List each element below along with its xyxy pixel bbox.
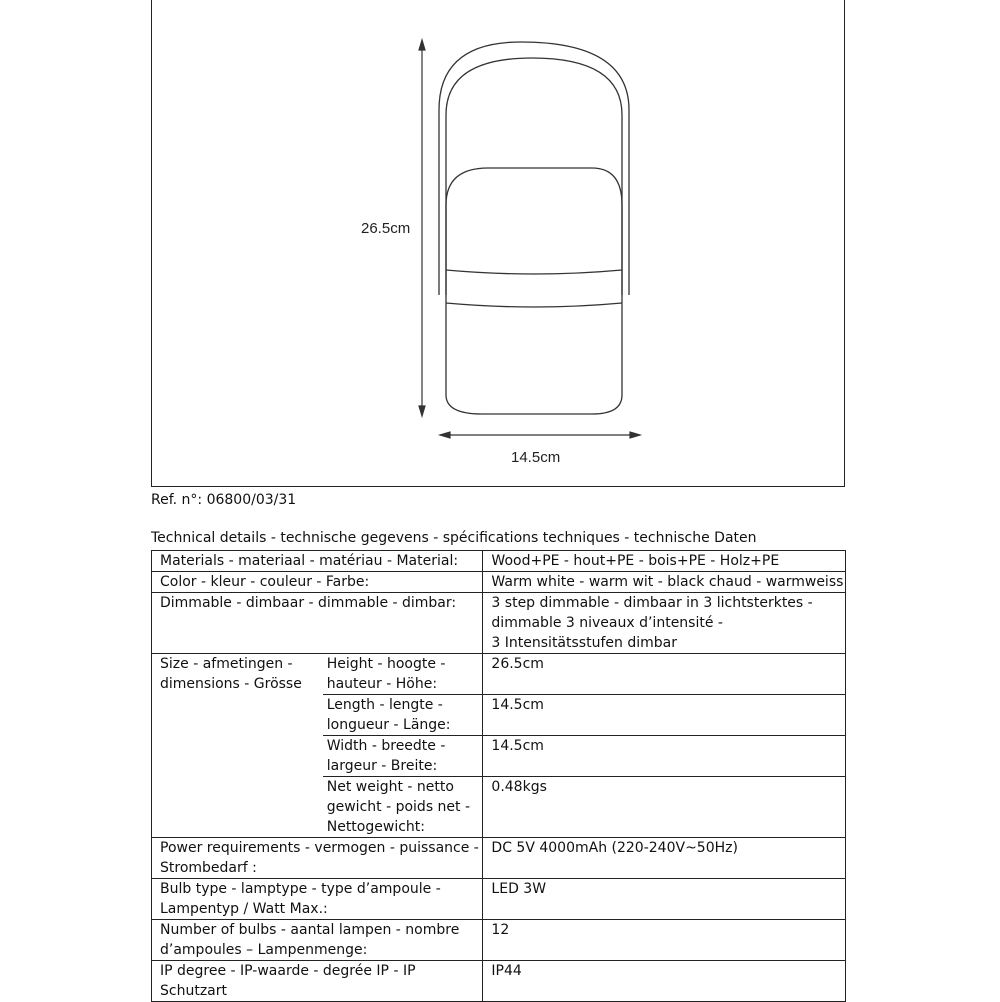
lamp-drawing: [152, 0, 846, 487]
height-value: 26.5cm: [483, 654, 846, 695]
bulbs-label: [152, 920, 483, 961]
width-dimension-arrow: [440, 432, 640, 438]
size-label: [152, 654, 323, 838]
bulb-type-label-line: Bulb type - lamptype - type d’ampoule -: [160, 881, 441, 897]
bulb-type-label: [152, 879, 483, 920]
height-label-line: hauteur - Höhe:: [326, 676, 438, 692]
length-value: 14.5cm: [483, 695, 846, 736]
width-label: [323, 736, 483, 777]
height-label-line: Height - hoogte -: [326, 656, 446, 672]
ip-label: [152, 961, 483, 1002]
ip-label-line: Schutzart: [160, 983, 227, 999]
weight-value: 0.48kgs: [483, 777, 846, 838]
height-dimension-label: 26.5cm: [361, 220, 411, 237]
bulbs-label-line: d’ampoules – Lampenmenge:: [160, 942, 368, 958]
bulb-type-label-line: Lampentyp / Watt Max.:: [160, 901, 328, 917]
size-label-line: dimensions - Grösse: [160, 676, 302, 692]
ip-label-line: IP degree - IP-waarde - degrée IP - IP: [160, 963, 416, 979]
weight-label-line: gewicht - poids net -: [326, 799, 471, 815]
color-label: Color - kleur - couleur - Farbe:: [152, 572, 483, 593]
table-row: [152, 961, 846, 1002]
reference-number: Ref. n°: 06800/03/31: [151, 492, 297, 508]
bulb-type-value: LED 3W: [483, 879, 846, 920]
ip-value: IP44: [483, 961, 846, 1002]
weight-label-line: Net weight - netto: [326, 779, 454, 795]
length-label-line: longueur - Länge:: [326, 717, 451, 733]
table-row: [152, 593, 846, 654]
length-label-line: Length - lengte -: [326, 697, 443, 713]
technical-details-title: Technical details - technische gegevens - spécifications techniques - technische Daten: [151, 530, 757, 546]
dimmable-value-line: 3 step dimmable - dimbaar in 3 lichtsterktes -: [491, 595, 813, 611]
dimmable-value: [483, 593, 846, 654]
bulbs-label-line: Number of bulbs - aantal lampen - nombre: [160, 922, 460, 938]
product-drawing: [151, 0, 845, 487]
size-label-line: Size - afmetingen -: [160, 656, 293, 672]
color-value: Warm white - warm wit - black chaud - warmweiss: [483, 572, 846, 593]
power-value: DC 5V 4000mAh (220-240V~50Hz): [483, 838, 846, 879]
dimmable-value-line: dimmable 3 niveaux d’intensité -: [491, 615, 723, 631]
height-label: [323, 654, 483, 695]
width-value: 14.5cm: [483, 736, 846, 777]
dimmable-label: Dimmable - dimbaar - dimmable - dimbar:: [152, 593, 483, 654]
bulbs-value: 12: [483, 920, 846, 961]
weight-label: [323, 777, 483, 838]
table-row: [152, 838, 846, 879]
power-label: [152, 838, 483, 879]
table-row: [152, 920, 846, 961]
table-row: [152, 654, 846, 695]
height-dimension-arrow: [419, 40, 425, 416]
length-label: [323, 695, 483, 736]
width-label-line: Width - breedte -: [326, 738, 446, 754]
materials-label: Materials - materiaal - matériau - Material:: [152, 551, 483, 572]
materials-value: Wood+PE - hout+PE - bois+PE - Holz+PE: [483, 551, 846, 572]
weight-label-line: Nettogewicht:: [326, 819, 425, 835]
power-label-line: Power requirements - vermogen - puissance -: [160, 840, 479, 856]
table-row: [152, 551, 846, 572]
table-row: [152, 572, 846, 593]
width-label-line: largeur - Breite:: [326, 758, 438, 774]
width-dimension-label: 14.5cm: [511, 449, 561, 466]
specs-table: [151, 550, 846, 1002]
table-row: [152, 879, 846, 920]
dimmable-value-line: 3 Intensitätsstufen dimbar: [491, 635, 677, 651]
power-label-line: Strombedarf :: [160, 860, 257, 876]
